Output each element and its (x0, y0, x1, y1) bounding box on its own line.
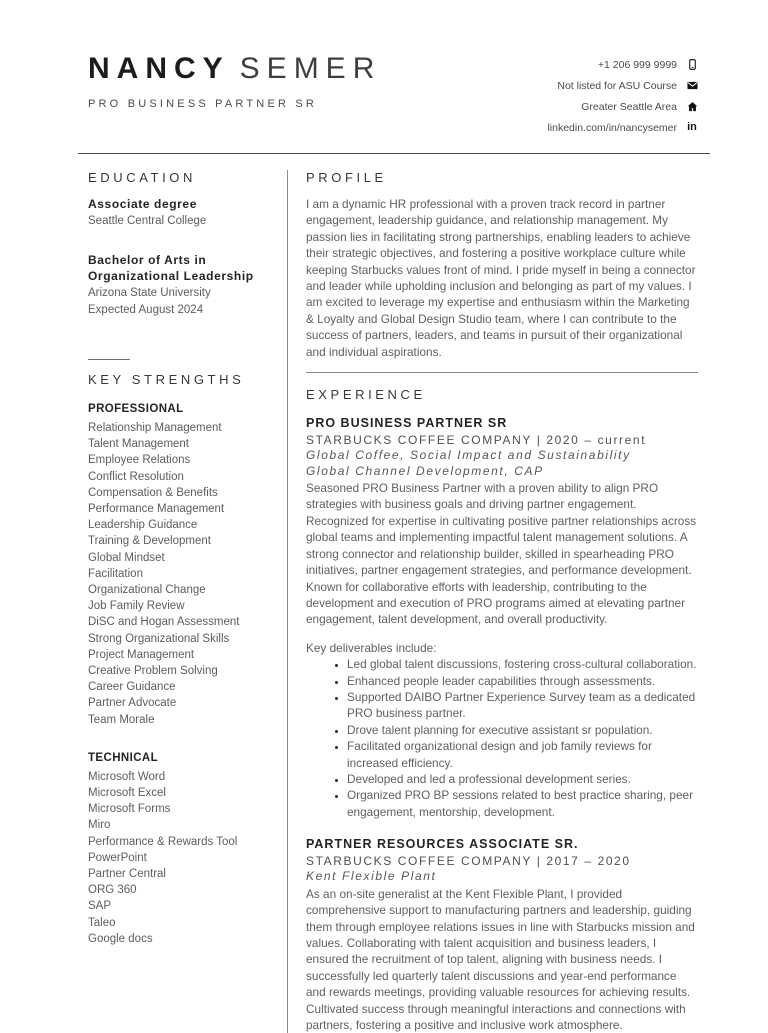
profile-experience-divider (306, 372, 698, 373)
graduation-note: Expected August 2024 (88, 304, 204, 316)
deliverable-item: • Supported DAIBO Partner Experience Survey team as a dedicated PRO business partner. (347, 689, 698, 722)
contact-row-email (547, 75, 698, 96)
strengths-group-professional (88, 401, 267, 728)
strength-item: Performance Management (88, 503, 225, 516)
strength-item: Performance & Rewards Tool (88, 835, 238, 848)
strength-item: Taleo (88, 916, 116, 929)
strength-item: Training & Development (88, 535, 211, 548)
professional-strengths-list (88, 420, 267, 728)
resume-header (88, 52, 698, 138)
degree-name: Associate degree (88, 197, 197, 211)
education-entry (88, 252, 267, 318)
strength-item: SAP (88, 900, 112, 913)
phone-icon (686, 59, 698, 71)
job-subline: Global Coffee, Social Impact and Sustainability (306, 448, 631, 463)
technical-strengths-list (88, 769, 267, 947)
contact-row-linkedin (547, 117, 698, 138)
contact-row-location (547, 96, 698, 117)
linkedin-icon: in (687, 121, 697, 133)
headline-job-title: PRO BUSINESS PARTNER SR (88, 98, 318, 110)
strength-item: Microsoft Forms (88, 803, 171, 816)
strengths-accent-line (88, 359, 130, 360)
strength-item: Talent Management (88, 438, 190, 451)
strength-item: DiSC and Hogan Assessment (88, 616, 240, 629)
strength-item: Compensation & Benefits (88, 486, 218, 499)
strength-item: Team Morale (88, 713, 155, 726)
deliverable-item: • Facilitated organizational design and job family reviews for increased efficiency. (347, 738, 698, 771)
strength-item: Strong Organizational Skills (88, 632, 230, 645)
strength-item: Employee Relations (88, 454, 191, 467)
email-icon (686, 80, 698, 92)
education-heading: EDUCATION (88, 170, 196, 185)
right-column (288, 170, 698, 1033)
deliverable-item: • Developed and led a professional development series. (347, 771, 698, 787)
strength-item: Project Management (88, 648, 195, 661)
strengths-group-technical (88, 750, 267, 947)
strength-item: PowerPoint (88, 851, 147, 864)
education-entry (88, 196, 267, 229)
job-summary: As an on-site generalist at the Kent Flexible Plant, I provided comprehensive support to manufacturing partners and leadership, guiding them through employee relations issues in line with Starbucks mission and values. Collaborating with talent acquisition and business leaders, I ensured the recruitment of top talent, aligning with business needs. I successfully led quarterly talent discussions and year-end performance and rewards meetings, providing valuable resources for achieving results. Cultivated success through meaningful interactions and connections with partners, fostering a positive and inclusive work atmosphere. (306, 886, 695, 1032)
person-name (88, 52, 381, 85)
strength-item: Microsoft Word (88, 770, 166, 783)
school-name: Seattle Central College (88, 215, 207, 227)
resume-body (88, 170, 698, 1033)
strength-item: Creative Problem Solving (88, 665, 218, 678)
strength-item: Relationship Management (88, 422, 222, 434)
deliverable-item: • Drove talent planning for executive assistant sr population. (347, 722, 698, 738)
strength-item: Miro (88, 819, 111, 832)
strength-item: ORG 360 (88, 884, 137, 897)
job-title: PRO BUSINESS PARTNER SR (306, 416, 508, 431)
strength-item: Organizational Change (88, 584, 206, 597)
home-icon (686, 101, 698, 113)
key-strengths-heading: KEY STRENGTHS (88, 372, 245, 387)
job-entry-pro-business-partner (306, 415, 698, 820)
job-subline: Global Channel Development, CAP (306, 463, 544, 478)
name-block (88, 52, 381, 110)
deliverable-item: • Enhanced people leader capabilities through assessments. (347, 673, 698, 689)
strength-item: Job Family Review (88, 600, 185, 613)
school-name: Arizona State University (88, 287, 211, 299)
strength-item: Conflict Resolution (88, 470, 184, 483)
section-experience (306, 387, 698, 1033)
deliverable-item: • Organized PRO BP sessions related to best practice sharing, peer engagement, mentorship, development. (347, 787, 698, 820)
deliverables-label: Key deliverables include: (306, 640, 437, 655)
deliverables-block (306, 640, 698, 820)
strengths-group-label: PROFESSIONAL (88, 403, 184, 415)
location-text: Greater Seattle Area (581, 100, 677, 113)
linkedin-url: linkedin.com/in/nancysemer (547, 121, 677, 134)
first-name: NANCY (88, 52, 230, 85)
strength-item: Leadership Guidance (88, 519, 198, 532)
last-name: SEMER (239, 52, 382, 85)
strengths-group-label: TECHNICAL (88, 751, 159, 764)
degree-name: Bachelor of Arts in Organizational Leadership (88, 253, 254, 283)
strength-item: Partner Advocate (88, 697, 177, 710)
phone-number: +1 206 999 9999 (597, 58, 677, 71)
contact-block (547, 54, 698, 138)
section-key-strengths (88, 359, 267, 947)
deliverables-list (332, 656, 698, 820)
section-profile (306, 170, 698, 360)
experience-heading: EXPERIENCE (306, 387, 426, 403)
strength-item: Microsoft Excel (88, 787, 166, 800)
deliverable-item: • Led global talent discussions, fostering cross-cultural collaboration. (347, 656, 698, 672)
profile-text: I am a dynamic HR professional with a proven track record in partner engagement, leadership guidance, and relationship management. My passion lies in facilitating strong partnerships, enabling leaders to achieve their strategic objectives, and fostering a positive workplace culture while keeping Starbucks values front of mind. I pride myself in being a connector and leader while upholding inclusion and belonging as part of my values. I am excited to leverage my expertise and enthusiasm within the Marketing & Loyalty and Global Design Studio team, where I can contribute to the success of partners, leaders, and teams in pursuit of their organizational and individual aspirations. (306, 197, 696, 359)
strength-item: Career Guidance (88, 681, 176, 694)
job-entry-partner-resources-associate (306, 836, 698, 1033)
strength-item: Partner Central (88, 868, 166, 881)
email-note: Not listed for ASU Course (557, 79, 677, 92)
job-summary: Seasoned PRO Business Partner with a proven ability to align PRO strategies with business goals and driving partner engagement. Recognized for expertise in cultivating positive partner relationships across global teams and implementing impactful talent management solutions. A strong connector and relationship builder, skilled in spearheading PRO initiatives, partner engagement strategies, and performance development. Known for collaborative efforts with leadership, contributing to the development and execution of PRO programs aimed at elevating partner engagement, talent development, and overall productivity. (306, 481, 697, 627)
strength-item: Facilitation (88, 567, 143, 580)
job-subline: Kent Flexible Plant (306, 869, 437, 884)
contact-row-phone (547, 54, 698, 75)
left-column (88, 170, 287, 1033)
profile-heading: PROFILE (306, 170, 387, 185)
company-and-dates: STARBUCKS COFFEE COMPANY | 2017 – 2020 (306, 854, 631, 869)
job-title: PARTNER RESOURCES ASSOCIATE SR. (306, 837, 579, 852)
strength-item: Google docs (88, 932, 153, 945)
section-education (88, 170, 267, 318)
company-and-dates: STARBUCKS COFFEE COMPANY | 2020 – current (306, 433, 647, 448)
header-divider (78, 153, 710, 154)
strength-item: Global Mindset (88, 551, 165, 564)
